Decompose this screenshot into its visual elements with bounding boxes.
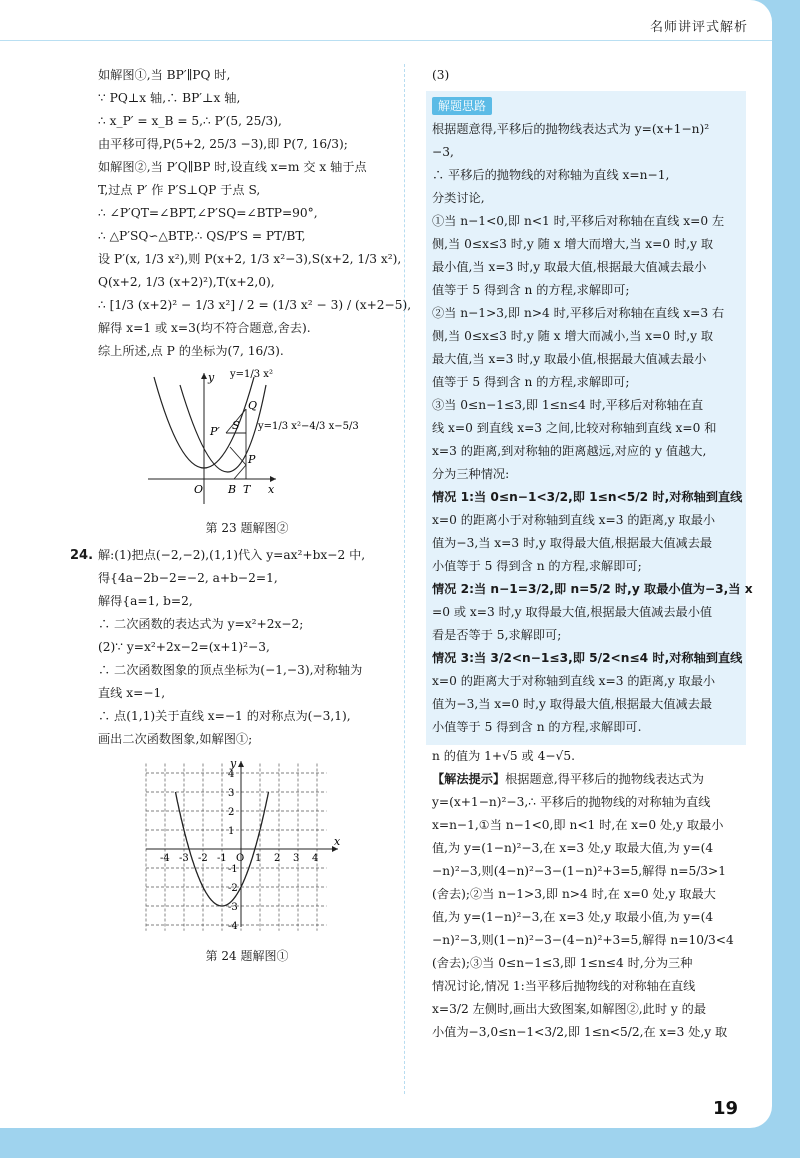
text-line: =0 或 x=3 时,y 取得最大值,根据最大值减去最小值 bbox=[432, 605, 713, 619]
text-line: −3, bbox=[432, 145, 454, 159]
text-line: 画出二次函数图象,如解图①; bbox=[98, 732, 253, 746]
text-line: 小值等于 5 得到含 n 的方程,求解即可; bbox=[432, 559, 642, 573]
solution-approach-tag: 解题思路 bbox=[432, 97, 492, 115]
figure-24-caption: 第 24 题解图① bbox=[205, 949, 289, 963]
right-column bbox=[432, 64, 753, 1044]
text-line: 由平移可得,P(5+2, 25/3 −3),即 P(7, 16/3); bbox=[98, 137, 348, 151]
text-line: 值等于 5 得到含 n 的方程,求解即可; bbox=[432, 375, 630, 389]
solution-approach-box bbox=[426, 91, 753, 745]
question-number-24: 24. bbox=[70, 548, 94, 563]
left-column bbox=[70, 64, 412, 972]
page-number: 19 bbox=[712, 1098, 738, 1119]
text-line: 最小值,当 x=3 时,y 取最大值,根据最大值减去最小 bbox=[432, 260, 707, 274]
part-3-label: (3) bbox=[432, 68, 450, 82]
fig24-x-tick: O bbox=[236, 853, 245, 864]
fig24-x-tick: 1 bbox=[255, 853, 262, 864]
figure-24-graph bbox=[98, 757, 396, 937]
text-line: 侧,当 0≤x≤3 时,y 随 x 增大而减小,当 x=0 时,y 取 bbox=[432, 329, 714, 343]
case-1-line: 情况 1:当 0≤n−1<3/2,即 1≤n<5/2 时,对称轴到直线 bbox=[432, 490, 743, 504]
figure-23-graph bbox=[98, 369, 396, 509]
text-line: ∴ 平移后的抛物线的对称轴为直线 x=n−1, bbox=[432, 168, 670, 182]
text-line: x=3 的距离,到对称轴的距离越远,对应的 y 值越大, bbox=[432, 444, 707, 458]
fig24-x-tick: -4 bbox=[160, 853, 170, 864]
case-3-line: 情况 3:当 3/2<n−1≤3,即 5/2<n≤4 时,对称轴到直线 bbox=[432, 651, 743, 665]
text-line: 如解图②,当 P′Q∥BP 时,设直线 x=m 交 x 轴于点 bbox=[98, 160, 367, 174]
text-line: 综上所述,点 P 的坐标为(7, 16/3). bbox=[98, 344, 284, 358]
fig24-axis-x-label: x bbox=[334, 835, 341, 848]
fig24-y-tick: -4 bbox=[228, 921, 238, 932]
text-line: 最大值,当 x=3 时,y 取最小值,根据最大值减去最小 bbox=[432, 352, 707, 366]
text-line: 小值为−3,0≤n−1<3/2,即 1≤n<5/2,在 x=3 处,y 取 bbox=[432, 1025, 728, 1039]
fig23-axis-x: x bbox=[268, 483, 275, 496]
fig24-y-tick: -1 bbox=[228, 864, 238, 875]
fig24-axis-y-label: y bbox=[230, 757, 237, 770]
text-line: 线 x=0 到直线 x=3 之间,比较对称轴到直线 x=0 和 bbox=[432, 421, 717, 435]
q23-solution-block bbox=[98, 64, 412, 363]
text-line: 分为三种情况: bbox=[432, 467, 510, 481]
text-line: 分类讨论, bbox=[432, 191, 485, 205]
fig23-label-parabola1: y=1/3 x² bbox=[230, 369, 273, 380]
text-line: 值为−3,当 x=0 时,y 取得最大值,根据最大值减去最 bbox=[432, 697, 713, 711]
figure-23 bbox=[98, 369, 396, 540]
text-line: −n)²−3,则(1−n)²−3−(4−n)²+3=5,解得 n=10/3<4 bbox=[432, 933, 734, 947]
hint-first-line bbox=[432, 768, 740, 791]
text-line: 解得{a=1, b=2, bbox=[98, 594, 193, 608]
fig23-point-t: T bbox=[243, 483, 251, 496]
text-line: ③当 0≤n−1≤3,即 1≤n≤4 时,平移后对称轴在直 bbox=[432, 398, 704, 412]
text-line: T,过点 P′ 作 P′S⊥QP 于点 S, bbox=[98, 183, 261, 197]
text-line: (舍去);③当 0≤n−1≤3,即 1≤n≤4 时,分为三种 bbox=[432, 956, 693, 970]
text-line: x=n−1,①当 n−1<0,即 n<1 时,在 x=0 处,y 取最小 bbox=[432, 818, 724, 832]
column-divider bbox=[404, 64, 405, 1094]
fig23-point-p: P bbox=[248, 453, 256, 466]
fig24-y-tick: 2 bbox=[228, 807, 235, 818]
text-line: 值,为 y=(1−n)²−3,在 x=3 处,y 取最大值,为 y=(4 bbox=[432, 841, 714, 855]
figure-24 bbox=[98, 757, 396, 968]
fig23-point-s: S bbox=[232, 419, 240, 432]
text-line: (舍去);②当 n−1>3,即 n>4 时,在 x=0 处,y 取最大 bbox=[432, 887, 716, 901]
text-line: Q(x+2, 1/3 (x+2)²),T(x+2,0), bbox=[98, 275, 275, 289]
text-line: ∵ PQ⊥x 轴,∴ BP′⊥x 轴, bbox=[98, 91, 241, 105]
text-line: 看是否等于 5,求解即可; bbox=[432, 628, 562, 642]
fig24-y-tick: 4 bbox=[228, 769, 235, 780]
answer-line: n 的值为 1+√5 或 4−√5. bbox=[432, 749, 575, 763]
hint-text: 根据题意,得平移后的抛物线表达式为 bbox=[505, 772, 704, 786]
fig24-x-tick: 2 bbox=[274, 853, 281, 864]
text-line: ②当 n−1>3,即 n>4 时,平移后对称轴在直线 x=3 右 bbox=[432, 306, 725, 320]
fig24-x-tick: 3 bbox=[293, 853, 300, 864]
figure-23-caption: 第 23 题解图② bbox=[205, 521, 289, 535]
text-line: 得{4a−2b−2=−2, a+b−2=1, bbox=[98, 571, 278, 585]
text-line: 值等于 5 得到含 n 的方程,求解即可; bbox=[432, 283, 630, 297]
fig24-y-tick: 1 bbox=[228, 826, 235, 837]
text-line: 设 P′(x, 1/3 x²),则 P(x+2, 1/3 x²−3),S(x+2, 1/3 x²), bbox=[98, 252, 402, 266]
fig23-label-parabola2: y=1/3 x²−4/3 x−5/3 bbox=[258, 421, 359, 432]
text-line: 值为−3,当 x=3 时,y 取得最大值,根据最大值减去最 bbox=[432, 536, 713, 550]
text-line: y=(x+1−n)²−3,∴ 平移后的抛物线的对称轴为直线 bbox=[432, 795, 711, 809]
fig24-x-tick: -3 bbox=[179, 853, 189, 864]
text-line: x=0 的距离大于对称轴到直线 x=3 的距离,y 取最小 bbox=[432, 674, 716, 688]
header-title: 名师讲评式解析 bbox=[649, 20, 748, 35]
text-line: 解:(1)把点(−2,−2),(1,1)代入 y=ax²+bx−2 中, bbox=[98, 548, 366, 562]
text-line: 值,为 y=(1−n)²−3,在 x=3 处,y 取最小值,为 y=(4 bbox=[432, 910, 714, 924]
fig24-y-tick: -3 bbox=[228, 902, 238, 913]
text-line: ∴ △P′SQ∽△BTP,∴ QS/P′S = PT/BT, bbox=[98, 229, 306, 243]
text-line: 侧,当 0≤x≤3 时,y 随 x 增大而增大,当 x=0 时,y 取 bbox=[432, 237, 714, 251]
fig23-point-q: Q bbox=[248, 399, 258, 412]
text-line: 直线 x=−1, bbox=[98, 686, 166, 700]
text-line: ∴ 二次函数的表达式为 y=x²+2x−2; bbox=[98, 617, 304, 631]
fig24-y-tick: 3 bbox=[228, 788, 235, 799]
fig23-point-b: B bbox=[228, 483, 237, 496]
fig23-axis-y: y bbox=[208, 371, 215, 384]
text-line: 根据题意得,平移后的抛物线表达式为 y=(x+1−n)² bbox=[432, 122, 710, 136]
text-line: 如解图①,当 BP′∥PQ 时, bbox=[98, 68, 231, 82]
case-2-line: 情况 2:当 n−1=3/2,即 n=5/2 时,y 取最小值为−3,当 x bbox=[432, 582, 753, 596]
text-line: ∴ [1/3 (x+2)² − 1/3 x²] / 2 = (1/3 x² − 3) / (x+2−5), bbox=[98, 298, 412, 312]
text-line: 解得 x=1 或 x=3(均不符合题意,舍去). bbox=[98, 321, 311, 335]
fig24-y-tick: -2 bbox=[228, 883, 238, 894]
q24-solution-block bbox=[70, 544, 396, 751]
text-line: ①当 n−1<0,即 n<1 时,平移后对称轴在直线 x=0 左 bbox=[432, 214, 725, 228]
hint-label: 【解法提示】 bbox=[432, 772, 506, 786]
fig23-point-p-prime: P′ bbox=[210, 425, 220, 438]
text-line: 情况讨论,情况 1:当平移后抛物线的对称轴在直线 bbox=[432, 979, 696, 993]
text-line: x=3/2 左侧时,画出大致图案,如解图②,此时 y 的最 bbox=[432, 1002, 707, 1016]
fig23-origin: O bbox=[194, 483, 204, 496]
text-line: ∴ 二次函数图象的顶点坐标为(−1,−3),对称轴为 bbox=[98, 663, 363, 677]
text-line: x=0 的距离小于对称轴到直线 x=3 的距离,y 取最小 bbox=[432, 513, 716, 527]
text-line: 小值等于 5 得到含 n 的方程,求解即可. bbox=[432, 720, 642, 734]
text-line: ∴ x_P′ = x_B = 5,∴ P′(5, 25/3), bbox=[98, 114, 282, 128]
text-line: ∴ 点(1,1)关于直线 x=−1 的对称点为(−3,1), bbox=[98, 709, 351, 723]
text-line: ∴ ∠P′QT=∠BPT,∠P′SQ=∠BTP=90°, bbox=[98, 206, 318, 220]
text-line: −n)²−3,则(4−n)²−3−(1−n)²+3=5,解得 n=5/3>1 bbox=[432, 864, 727, 878]
text-line: (2)∵ y=x²+2x−2=(x+1)²−3, bbox=[98, 640, 270, 654]
fig24-x-tick: -1 bbox=[217, 853, 227, 864]
fig24-x-tick: -2 bbox=[198, 853, 208, 864]
fig24-x-tick: 4 bbox=[312, 853, 319, 864]
header-divider bbox=[0, 40, 772, 41]
